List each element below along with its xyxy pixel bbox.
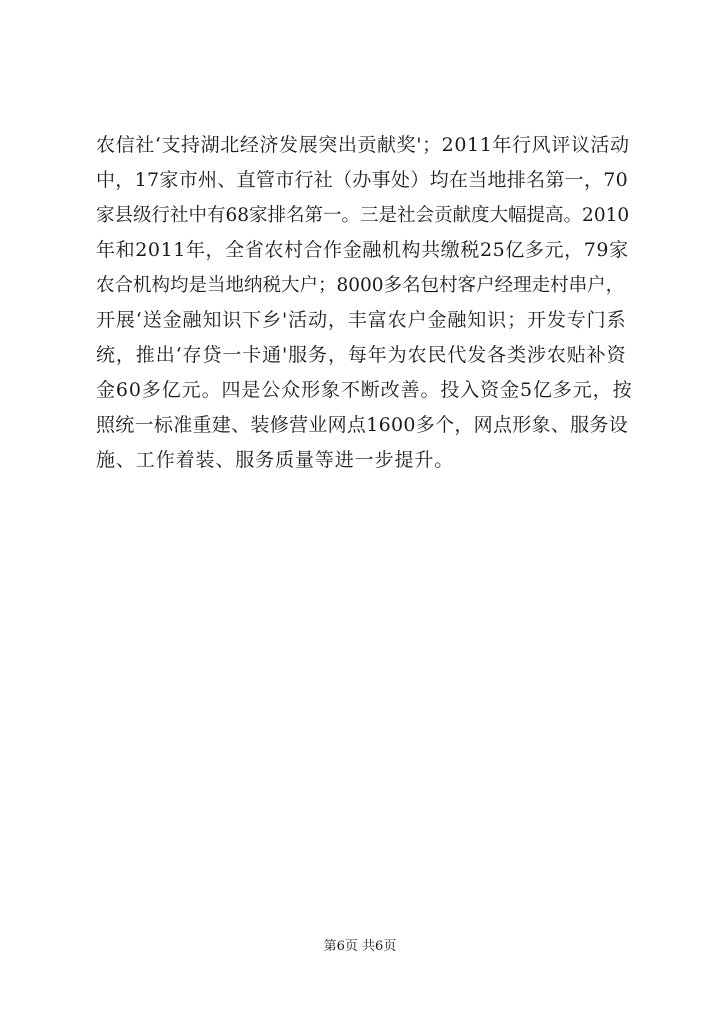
page-footer: 第6页 共6页	[323, 939, 397, 954]
text-line-8: 金60多亿元。四是公众形象不断改善。投入资金5亿多元，按	[96, 379, 633, 401]
text-line-10: 施、工作着装、服务质量等进一步提升。	[96, 449, 455, 471]
text-line-9: 照统一标准重建、装修营业网点1600多个，网点形象、服务设	[96, 414, 629, 436]
body-paragraph	[96, 128, 636, 478]
text-line-2: 中，17家市州、直管市行社（办事处）均在当地排名第一，70	[96, 169, 629, 191]
text-line-3: 家县级行社中有68家排名第一。三是社会贡献度大幅提高。2010	[96, 205, 630, 226]
text-line-4: 年和2011年，全省农村合作金融机构共缴税25亿多元，79家	[96, 239, 629, 261]
text-line-5: 农合机构均是当地纳税大户；8000多名包村客户经理走村串户，	[96, 275, 625, 296]
text-line-6: 开展‘送金融知识下乡'活动，丰富农户金融知识；开发专门系	[96, 309, 627, 331]
text-line-1: 农信社‘支持湖北经济发展突出贡献奖'；2011年行风评议活动	[96, 134, 630, 156]
text-line-7: 统，推出‘存贷一卡通'服务，每年为农民代发各类涉农贴补资	[96, 344, 627, 366]
